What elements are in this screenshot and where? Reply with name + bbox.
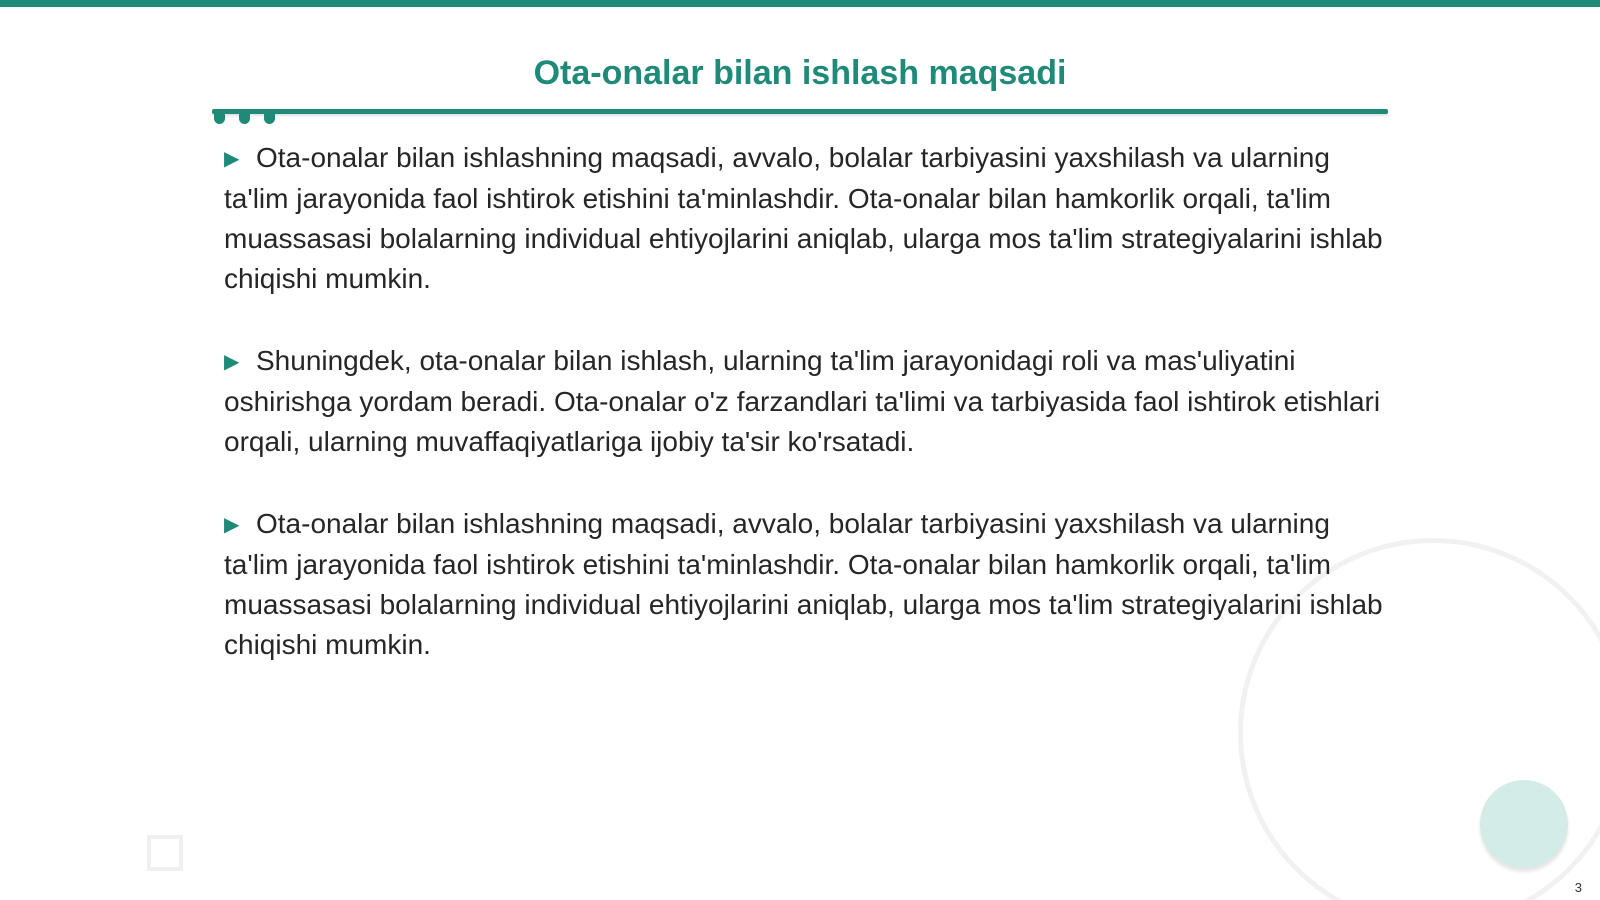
paragraph-text: Ota-onalar bilan ishlashning maqsadi, avvalo, bolalar tarbiyasini yaxshilash va ularning ta'lim jarayonida faol ishtirok etishini ta'minlashdir. Ota-onalar bilan hamkorlik orqali, ta'lim muassasasi bolalarning individual ehtiyojlarini aniqlab, ularga mos ta'lim strategiyalarini ishlab chiqishi mumkin.: [224, 142, 1383, 294]
decorative-dot: [264, 112, 275, 124]
decorative-circle: [1480, 780, 1568, 868]
decorative-square: [147, 835, 183, 871]
title-underline: [212, 109, 1388, 114]
triangle-right-icon: ▶: [224, 148, 240, 170]
triangle-right-icon: ▶: [224, 514, 240, 536]
decorative-dot: [239, 112, 250, 124]
bullet-paragraph: [224, 341, 1384, 462]
page-number: 3: [1574, 880, 1582, 895]
triangle-right-icon: ▶: [224, 351, 240, 373]
bullet-paragraph: [224, 504, 1384, 665]
decorative-dot: [214, 112, 225, 124]
bullet-list: [224, 138, 1384, 707]
slide-title: Ota-onalar bilan ishlash maqsadi: [533, 54, 1067, 92]
bullet-paragraph: [224, 138, 1384, 299]
paragraph-text: Ota-onalar bilan ishlashning maqsadi, avvalo, bolalar tarbiyasini yaxshilash va ularning ta'lim jarayonida faol ishtirok etishini ta'minlashdir. Ota-onalar bilan hamkorlik orqali, ta'lim muassasasi bolalarning individual ehtiyojlarini aniqlab, ularga mos ta'lim strategiyalarini ishlab chiqishi mumkin.: [224, 508, 1383, 660]
paragraph-text: Shuningdek, ota-onalar bilan ishlash, ularning ta'lim jarayonidagi roli va mas'uliyatini oshirishga yordam beradi. Ota-onalar o'z farzandlari ta'limi va tarbiyasida faol ishtirok etishlari orqali, ularning muvaffaqiyatlariga ijobiy ta'sir ko'rsatadi.: [224, 345, 1381, 457]
top-accent-bar: [0, 0, 1600, 7]
